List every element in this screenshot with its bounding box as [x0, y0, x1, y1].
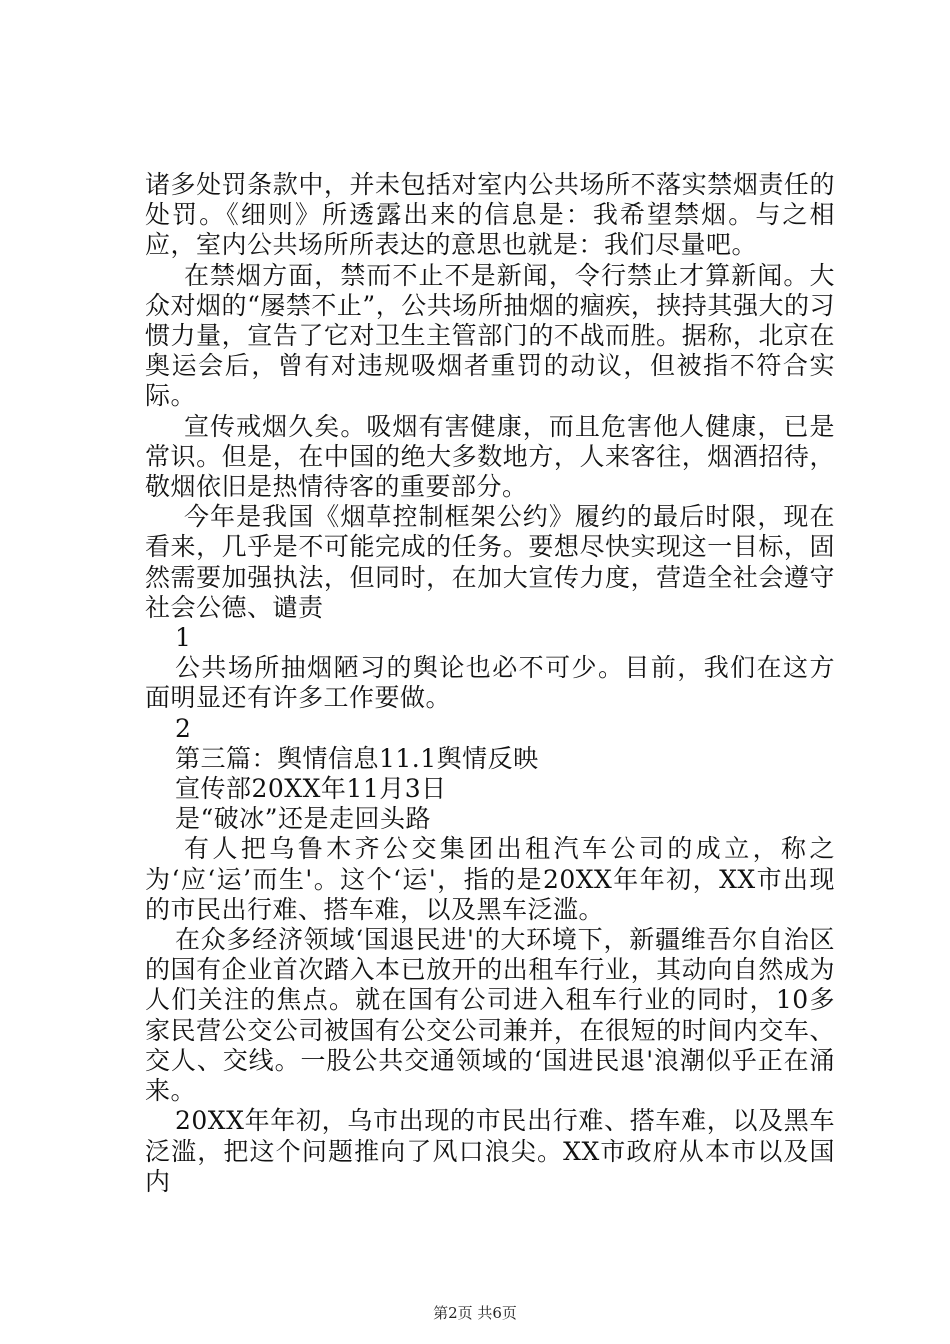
- section-heading: 第三篇：舆情信息11.1舆情反映: [175, 743, 539, 773]
- inline-page-number-1: 1: [175, 623, 192, 653]
- inline-page-number-2: 2: [175, 713, 192, 743]
- paragraph-1: 诸多处罚条款中，并未包括对室内公共场所不落实禁烟责任的处罚。《细则》所透露出来的信息是：我希望禁烟。与之相应，室内公共场所所表达的意思也就是：我们尽量吧。: [145, 170, 835, 260]
- section-byline: 宣传部20XX年11月3日: [175, 774, 447, 804]
- paragraph-3: 宣传戒烟久矣。吸烟有害健康，而且危害他人健康，已是常识。但是，在中国的绝大多数地方，人来客往，烟酒招待，敬烟依旧是热情待客的重要部分。: [145, 411, 835, 502]
- page-footer: 第2页 共6页: [433, 1304, 517, 1322]
- paragraph-2: 在禁烟方面，禁而不止不是新闻，令行禁止才算新闻。大众对烟的“屡禁不止”，公共场所抽烟的痼疾，挟持其强大的习惯力量，宣告了它对卫生主管部门的不战而胜。据称，北京在奥运会后，曾有对违规吸烟者重罚的动议，但被指不符合实际。: [145, 260, 835, 411]
- paragraph-7: 在众多经济领域‘国退民进'的大环境下，新疆维吾尔自治区的国有企业首次踏入本已放开的出租车行业，其动向自然成为人们关注的焦点。就在国有公司进入租车行业的同时，10多家民营公交公司被国有公交公司兼并，在很短的时间内交车、交人、交线。一股公共交通领域的‘国进民退'浪潮似乎正在涌来。: [145, 925, 835, 1106]
- paragraph-8: 20XX年年初，乌市出现的市民出行难、搭车难，以及黑车泛滥，把这个问题推向了风口浪尖。XX市政府从本市以及国内: [145, 1106, 835, 1196]
- document-body: [145, 170, 835, 1197]
- paragraph-6: 有人把乌鲁木齐公交集团出租汽车公司的成立，称之为‘应‘运’而生'。这个‘运'，指的是20XX年年初，XX市出现的市民出行难、搭车难，以及黑车泛滥。: [145, 834, 835, 924]
- article-title: 是“破冰”还是走回头路: [175, 804, 432, 834]
- paragraph-4: 今年是我国《烟草控制框架公约》履约的最后时限，现在看来，几乎是不可能完成的任务。要想尽快实现这一目标，固然需要加强执法，但同时，在加大宣传力度，营造全社会遵守社会公德、谴责: [145, 502, 835, 622]
- paragraph-5: 公共场所抽烟陋习的舆论也必不可少。目前，我们在这方面明显还有许多工作要做。: [145, 653, 835, 713]
